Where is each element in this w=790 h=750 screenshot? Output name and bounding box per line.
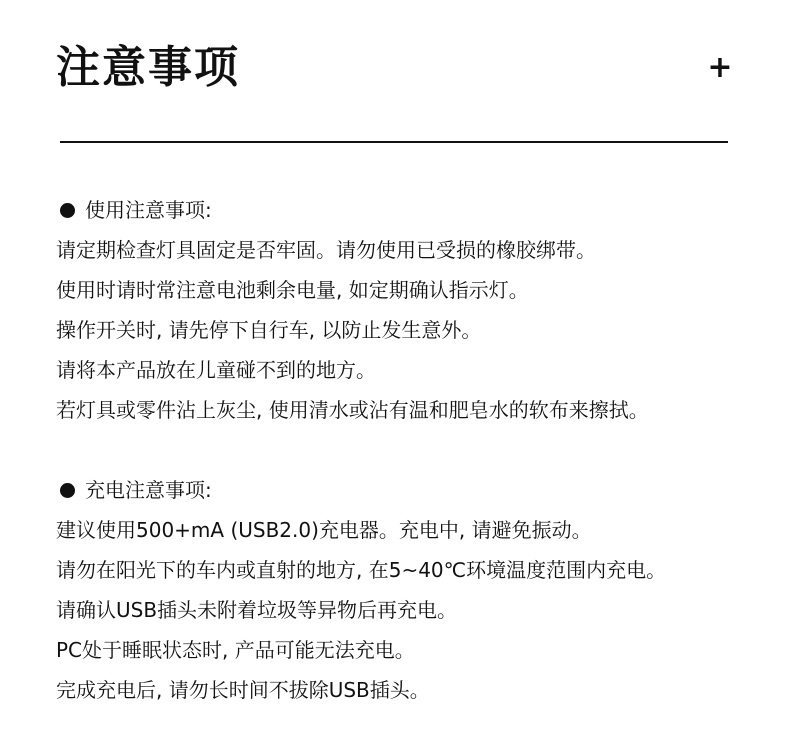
- bullet-icon: [60, 203, 75, 218]
- usage-notes-heading: 使用注意事项:: [85, 198, 212, 222]
- page-title: 注意事项: [56, 42, 240, 93]
- usage-notes-section: [56, 190, 776, 430]
- bullet-icon: [60, 483, 75, 498]
- title-divider: [60, 141, 728, 143]
- list-item: 请勿在阳光下的车内或直射的地方, 在5~40℃环境温度范围内充电。: [56, 558, 667, 582]
- list-item: PC处于睡眠状态时, 产品可能无法充电。: [56, 638, 415, 662]
- charging-notes-section: [56, 470, 776, 710]
- charging-notes-heading: 充电注意事项:: [85, 478, 212, 502]
- section-heading: [56, 190, 776, 230]
- list-item: 操作开关时, 请先停下自行车, 以防止发生意外。: [56, 318, 482, 342]
- section-heading: [56, 470, 776, 510]
- list-item: 请定期检查灯具固定是否牢固。请勿使用已受损的橡胶绑带。: [56, 238, 596, 262]
- list-item: 请确认USB插头未附着垃圾等异物后再充电。: [56, 598, 458, 622]
- list-item: 建议使用500+mA (USB2.0)充电器。充电中, 请避免振动。: [56, 518, 592, 542]
- list-item: 完成充电后, 请勿长时间不拔除USB插头。: [56, 678, 430, 702]
- list-item: 请将本产品放在儿童碰不到的地方。: [56, 358, 376, 382]
- list-item: 若灯具或零件沾上灰尘, 使用清水或沾有温和肥皂水的软布来擦拭。: [56, 398, 649, 422]
- plus-icon: +: [707, 50, 733, 85]
- expand-button[interactable]: [704, 52, 736, 84]
- list-item: 使用时请时常注意电池剩余电量, 如定期确认指示灯。: [56, 278, 529, 302]
